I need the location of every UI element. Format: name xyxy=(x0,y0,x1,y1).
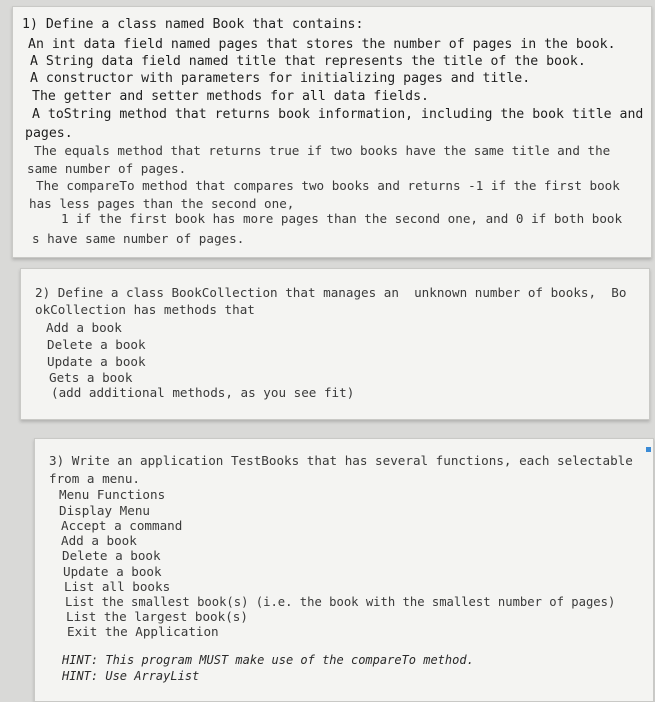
q2-line: Add a book xyxy=(46,320,122,335)
q2-line: Delete a book xyxy=(47,337,146,352)
q2-line: Update a book xyxy=(47,354,146,369)
q1-line: The getter and setter methods for all data fields. xyxy=(32,89,429,104)
question-3-title: 3) Write an application TestBooks that has several functions, each selectable xyxy=(49,453,633,468)
q2-line: (add additional methods, as you see fit) xyxy=(51,385,355,400)
q3-line: Menu Functions xyxy=(59,487,166,502)
q3-line: List the largest book(s) xyxy=(66,609,248,624)
hint-line: HINT: Use ArrayList xyxy=(62,669,200,683)
q3-line: Add a book xyxy=(61,533,137,548)
q3-line: Accept a command xyxy=(61,518,183,533)
question-2-title: 2) Define a class BookCollection that manages an unknown number of books, Bo xyxy=(35,285,627,300)
hint-line: HINT: This program MUST make use of the compareTo method. xyxy=(62,653,474,667)
q3-line: List the smallest book(s) (i.e. the book with the smallest number of pages) xyxy=(65,595,616,609)
question-2-card xyxy=(20,268,650,420)
q1-line: A constructor with parameters for initializing pages and title. xyxy=(30,71,531,86)
q3-line: Delete a book xyxy=(62,548,161,563)
q1-line: The equals method that returns true if two books have the same title and the xyxy=(34,143,611,158)
q3-line: Display Menu xyxy=(59,503,150,518)
q3-line: List all books xyxy=(64,579,171,594)
q1-line: s have same number of pages. xyxy=(32,231,245,246)
q1-line: pages. xyxy=(25,126,73,141)
question-3-card xyxy=(34,438,654,702)
q1-line: has less pages than the second one, xyxy=(29,196,295,211)
q3-line: Exit the Application xyxy=(67,624,219,639)
q1-line: The compareTo method that compares two books and returns -1 if the first book xyxy=(36,178,620,193)
q1-line: An int data field named pages that stores the number of pages in the book. xyxy=(28,37,616,52)
corner-marker-icon xyxy=(646,447,651,452)
question-1-title: 1) Define a class named Book that contains: xyxy=(22,17,364,32)
q3-line: Update a book xyxy=(63,564,162,579)
question-1-card xyxy=(12,6,652,258)
q1-line: A String data field named title that represents the title of the book. xyxy=(30,54,586,69)
q1-line: A toString method that returns book information, including the book title and xyxy=(32,107,644,122)
q3-line: from a menu. xyxy=(49,471,140,486)
q2-line: okCollection has methods that xyxy=(35,302,255,317)
q1-line: same number of pages. xyxy=(27,161,187,176)
q1-line: 1 if the first book has more pages than the second one, and 0 if both book xyxy=(61,211,623,226)
q2-line: Gets a book xyxy=(49,370,133,385)
